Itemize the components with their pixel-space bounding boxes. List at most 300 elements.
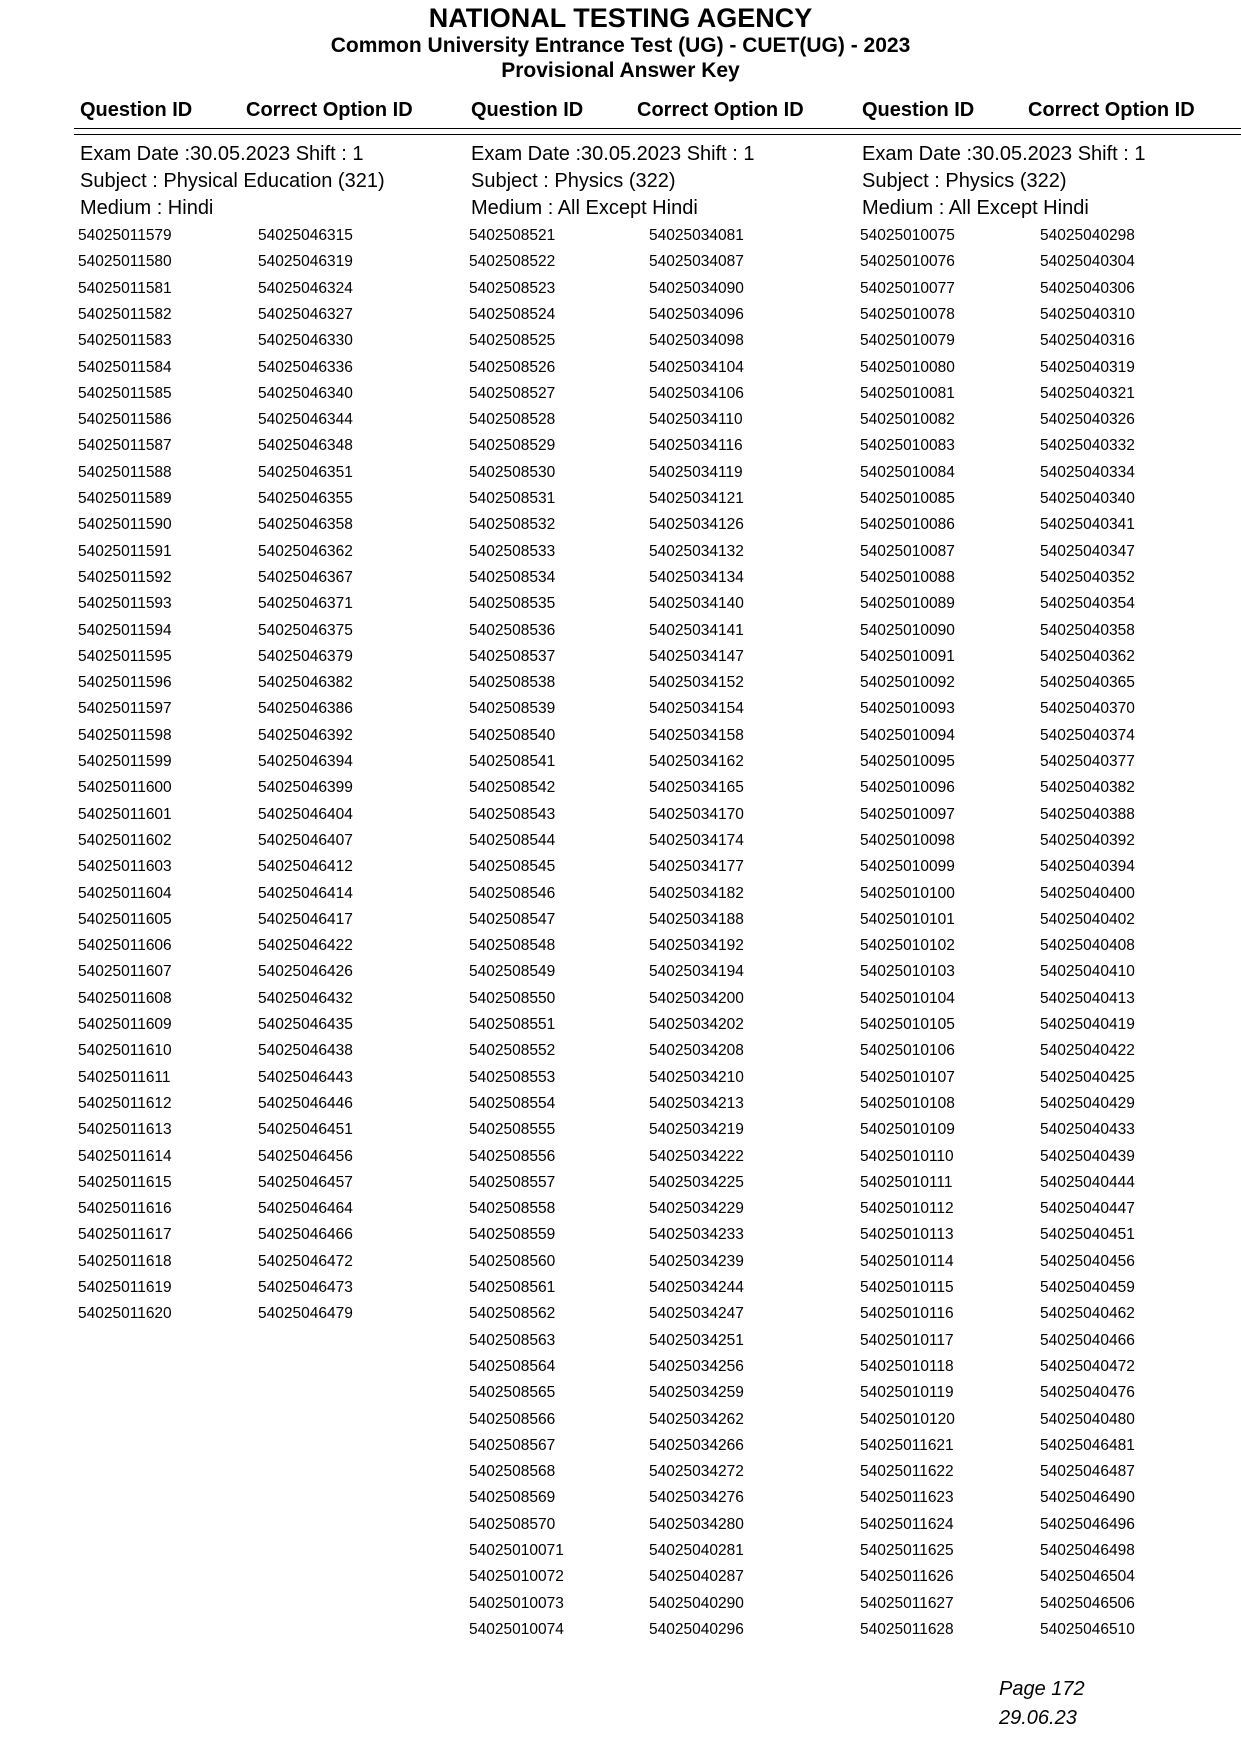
correct-option-id: 54025046432 (258, 989, 353, 1007)
table-row (78, 280, 468, 306)
correct-option-id: 54025034276 (649, 1489, 744, 1507)
correct-option-id: 54025034256 (649, 1357, 744, 1375)
correct-option-id: 54025034177 (649, 858, 744, 876)
table-row (469, 1253, 859, 1279)
question-id: 54025011609 (78, 1016, 172, 1033)
question-id: 54025010084 (860, 463, 955, 481)
correct-option-id: 54025046481 (1040, 1436, 1135, 1454)
header-divider-top (74, 128, 1241, 129)
correct-option-id: 54025040319 (1040, 358, 1135, 376)
page-subtitle-answer-key: Provisional Answer Key (501, 59, 740, 82)
question-id: 54025010096 (860, 779, 955, 797)
table-row (860, 937, 1241, 963)
table-row (469, 437, 859, 463)
question-id: 54025010073 (469, 1594, 564, 1612)
table-row (860, 1384, 1241, 1410)
correct-option-id: 54025046457 (258, 1173, 353, 1191)
table-row (469, 1121, 859, 1147)
question-id: 54025011604 (78, 884, 172, 902)
correct-option-id: 54025046330 (258, 332, 353, 350)
column-header-question-id: Question ID (471, 99, 584, 121)
table-row (469, 674, 859, 700)
correct-option-id: 54025046319 (258, 253, 353, 271)
question-id: 54025011607 (78, 963, 172, 981)
correct-option-id: 54025034202 (649, 1016, 744, 1033)
question-id: 5402508534 (469, 568, 556, 586)
column-header-correct-option-id: Correct Option ID (1028, 99, 1195, 121)
table-row (78, 1305, 468, 1331)
question-id: 54025011628 (860, 1620, 954, 1638)
table-row (860, 1279, 1241, 1305)
question-id: 54025010088 (860, 568, 955, 586)
correct-option-id: 54025034096 (649, 305, 744, 323)
question-id: 54025010107 (860, 1068, 955, 1086)
question-id: 54025011591 (78, 542, 172, 560)
question-id: 5402508568 (469, 1463, 556, 1481)
question-id: 5402508544 (469, 831, 556, 849)
question-id: 54025011620 (78, 1305, 172, 1323)
question-id: 54025010103 (860, 963, 955, 981)
table-row (469, 1305, 859, 1331)
question-id: 5402508551 (469, 1016, 556, 1033)
correct-option-id: 54025034266 (649, 1436, 744, 1454)
table-row (78, 753, 468, 779)
table-row (469, 490, 859, 516)
correct-option-id: 54025040439 (1040, 1147, 1135, 1165)
question-id: 54025010111 (860, 1173, 953, 1191)
question-id: 5402508522 (469, 253, 556, 271)
correct-option-id: 54025034170 (649, 805, 744, 823)
question-id: 54025010094 (860, 726, 955, 744)
correct-option-id: 54025046324 (258, 279, 353, 297)
question-id: 54025010108 (860, 1094, 955, 1112)
correct-option-id: 54025046358 (258, 516, 353, 534)
question-id: 5402508569 (469, 1489, 556, 1507)
question-id: 54025010077 (860, 279, 955, 297)
question-id: 54025010115 (860, 1279, 954, 1296)
question-id: 54025010101 (860, 910, 955, 928)
table-row (469, 1437, 859, 1463)
table-row (860, 1621, 1241, 1647)
correct-option-id: 54025034116 (649, 437, 743, 455)
question-id: 54025011589 (78, 490, 172, 507)
table-row (469, 280, 859, 306)
question-id: 5402508550 (469, 989, 556, 1007)
correct-option-id: 54025034200 (649, 989, 744, 1007)
table-row (860, 306, 1241, 332)
correct-option-id: 54025034219 (649, 1121, 744, 1139)
question-id: 54025010072 (469, 1568, 564, 1586)
table-row (860, 990, 1241, 1016)
question-id: 54025011592 (78, 568, 172, 586)
correct-option-id: 54025040444 (1040, 1173, 1135, 1191)
question-id: 5402508541 (469, 753, 556, 770)
medium-label: Medium : Hindi (80, 197, 214, 219)
correct-option-id: 54025040341 (1040, 516, 1135, 534)
correct-option-id: 54025046487 (1040, 1463, 1135, 1481)
table-row (469, 990, 859, 1016)
correct-option-id: 54025046446 (258, 1094, 353, 1112)
table-row (78, 1279, 468, 1305)
correct-option-id: 54025034098 (649, 332, 744, 350)
question-id: 54025010112 (860, 1200, 954, 1218)
correct-option-id: 54025040394 (1040, 858, 1135, 876)
table-row (860, 1595, 1241, 1621)
question-id: 54025011582 (78, 305, 172, 323)
table-row (469, 1016, 859, 1042)
correct-option-id: 54025046479 (258, 1305, 353, 1323)
question-id: 54025010071 (469, 1542, 564, 1559)
correct-option-id: 54025046438 (258, 1042, 353, 1060)
correct-option-id: 54025040459 (1040, 1279, 1135, 1296)
correct-option-id: 54025034147 (649, 647, 744, 665)
question-id: 5402508567 (469, 1436, 556, 1454)
question-id: 5402508526 (469, 358, 556, 376)
table-row (78, 306, 468, 332)
table-row (860, 227, 1241, 253)
question-id: 5402508560 (469, 1252, 556, 1270)
correct-option-id: 54025046386 (258, 700, 353, 718)
correct-option-id: 54025040310 (1040, 305, 1135, 323)
table-row (469, 1332, 859, 1358)
correct-option-id: 54025034194 (649, 963, 744, 981)
correct-option-id: 54025040408 (1040, 937, 1135, 955)
correct-option-id: 54025046340 (258, 384, 353, 402)
table-row (860, 1542, 1241, 1568)
page-number: Page 172 (999, 1678, 1085, 1700)
table-row (860, 1095, 1241, 1121)
table-row (469, 727, 859, 753)
subject-label: Subject : Physical Education (321) (80, 170, 385, 192)
correct-option-id: 54025040316 (1040, 332, 1135, 350)
question-id: 54025011605 (78, 910, 172, 928)
correct-option-id: 54025040447 (1040, 1200, 1135, 1218)
correct-option-id: 54025040334 (1040, 463, 1135, 481)
question-id: 5402508554 (469, 1094, 556, 1112)
table-row (860, 648, 1241, 674)
table-row (78, 359, 468, 385)
correct-option-id: 54025034090 (649, 279, 744, 297)
question-id: 54025010091 (860, 647, 955, 665)
table-row (860, 280, 1241, 306)
table-row (469, 516, 859, 542)
correct-option-id: 54025040410 (1040, 963, 1135, 981)
question-id: 54025010090 (860, 621, 955, 639)
question-id: 5402508536 (469, 621, 556, 639)
table-row (469, 1516, 859, 1542)
table-row (860, 832, 1241, 858)
correct-option-id: 54025034121 (649, 490, 744, 507)
question-id: 54025011601 (78, 805, 172, 823)
correct-option-id: 54025046407 (258, 831, 353, 849)
table-row (469, 569, 859, 595)
table-row (469, 858, 859, 884)
table-row (860, 516, 1241, 542)
correct-option-id: 54025040419 (1040, 1016, 1135, 1033)
table-row (78, 700, 468, 726)
question-id: 54025010087 (860, 542, 955, 560)
question-id: 5402508562 (469, 1305, 556, 1323)
correct-option-id: 54025034188 (649, 910, 744, 928)
question-id: 5402508563 (469, 1331, 556, 1349)
table-row (78, 885, 468, 911)
question-id: 54025010106 (860, 1042, 955, 1060)
table-row (469, 1226, 859, 1252)
correct-option-id: 54025040422 (1040, 1042, 1135, 1060)
question-id: 54025011602 (78, 831, 172, 849)
correct-option-id: 54025046426 (258, 963, 353, 981)
table-row (469, 1095, 859, 1121)
table-row (860, 1437, 1241, 1463)
question-id: 54025011616 (78, 1200, 172, 1218)
table-row (469, 648, 859, 674)
table-row (78, 1095, 468, 1121)
table-row (860, 1463, 1241, 1489)
table-row (78, 385, 468, 411)
table-row (78, 1148, 468, 1174)
table-row (469, 1489, 859, 1515)
question-id: 54025011627 (860, 1594, 954, 1612)
table-row (469, 700, 859, 726)
medium-label: Medium : All Except Hindi (862, 197, 1089, 219)
correct-option-id: 54025046443 (258, 1068, 353, 1086)
table-row (78, 1253, 468, 1279)
correct-option-id: 54025040374 (1040, 726, 1135, 744)
correct-option-id: 54025034280 (649, 1515, 744, 1533)
correct-option-id: 54025040340 (1040, 490, 1135, 507)
correct-option-id: 54025040462 (1040, 1305, 1135, 1323)
correct-option-id: 54025040476 (1040, 1384, 1135, 1402)
table-row (469, 832, 859, 858)
question-id: 5402508532 (469, 516, 556, 534)
question-id: 54025011588 (78, 463, 172, 481)
correct-option-id: 54025040466 (1040, 1331, 1135, 1349)
table-row (78, 411, 468, 437)
correct-option-id: 54025046506 (1040, 1594, 1135, 1612)
table-row (469, 753, 859, 779)
table-row (469, 1411, 859, 1437)
question-id: 5402508524 (469, 305, 556, 323)
question-id: 5402508552 (469, 1042, 556, 1060)
correct-option-id: 54025040382 (1040, 779, 1135, 797)
question-id: 54025011615 (78, 1173, 172, 1191)
question-id: 54025010104 (860, 989, 955, 1007)
correct-option-id: 54025034244 (649, 1279, 744, 1296)
correct-option-id: 54025040402 (1040, 910, 1135, 928)
question-id: 54025011614 (78, 1147, 172, 1165)
table-row (469, 332, 859, 358)
table-row (469, 622, 859, 648)
question-id: 54025011611 (78, 1068, 171, 1086)
question-id: 54025010081 (860, 384, 955, 402)
question-id: 54025011610 (78, 1042, 172, 1060)
correct-option-id: 54025046394 (258, 753, 353, 770)
question-id: 54025010099 (860, 858, 955, 876)
correct-option-id: 54025034239 (649, 1252, 744, 1270)
correct-option-id: 54025034213 (649, 1094, 744, 1112)
question-id: 5402508566 (469, 1410, 556, 1428)
question-id: 54025010080 (860, 358, 955, 376)
correct-option-id: 54025034162 (649, 753, 744, 770)
question-id: 54025011580 (78, 253, 172, 271)
table-row (469, 885, 859, 911)
table-row (860, 963, 1241, 989)
column-header-correct-option-id: Correct Option ID (246, 99, 413, 121)
table-row (469, 1042, 859, 1068)
subject-label: Subject : Physics (322) (471, 170, 676, 192)
question-id: 5402508535 (469, 595, 556, 613)
question-id: 5402508529 (469, 437, 556, 455)
question-id: 54025011608 (78, 989, 172, 1007)
question-id: 5402508564 (469, 1357, 556, 1375)
exam-date-shift: Exam Date :30.05.2023 Shift : 1 (471, 143, 755, 165)
question-id: 5402508531 (469, 490, 556, 507)
table-row (78, 1121, 468, 1147)
question-id: 5402508565 (469, 1384, 556, 1402)
table-row (469, 411, 859, 437)
table-row (78, 1174, 468, 1200)
question-id: 54025010079 (860, 332, 955, 350)
correct-option-id: 54025034210 (649, 1068, 744, 1086)
table-row (860, 385, 1241, 411)
correct-option-id: 54025040287 (649, 1568, 744, 1586)
table-row (469, 595, 859, 621)
correct-option-id: 54025046422 (258, 937, 353, 955)
question-id: 54025011586 (78, 411, 172, 429)
question-id: 54025010078 (860, 305, 955, 323)
correct-option-id: 54025046355 (258, 490, 353, 507)
table-row (78, 464, 468, 490)
question-id: 54025011624 (860, 1515, 954, 1533)
correct-option-id: 54025040433 (1040, 1121, 1135, 1139)
correct-option-id: 54025046510 (1040, 1620, 1135, 1638)
question-id: 5402508553 (469, 1068, 556, 1086)
correct-option-id: 54025046472 (258, 1252, 353, 1270)
question-id: 5402508523 (469, 279, 556, 297)
table-row (78, 622, 468, 648)
question-id: 5402508527 (469, 384, 556, 402)
table-row (78, 937, 468, 963)
correct-option-id: 54025046504 (1040, 1568, 1135, 1586)
correct-option-id: 54025040425 (1040, 1068, 1135, 1086)
correct-option-id: 54025040354 (1040, 595, 1135, 613)
table-row (860, 543, 1241, 569)
question-id: 54025010075 (860, 227, 955, 244)
correct-option-id: 54025046382 (258, 674, 353, 692)
correct-option-id: 54025040370 (1040, 700, 1135, 718)
correct-option-id: 54025034110 (649, 411, 743, 429)
medium-label: Medium : All Except Hindi (471, 197, 698, 219)
correct-option-id: 54025046412 (258, 858, 353, 876)
correct-option-id: 54025046362 (258, 542, 353, 560)
table-row (860, 806, 1241, 832)
correct-option-id: 54025040332 (1040, 437, 1135, 455)
correct-option-id: 54025034165 (649, 779, 744, 797)
correct-option-id: 54025034259 (649, 1384, 744, 1402)
correct-option-id: 54025046379 (258, 647, 353, 665)
table-row (469, 1463, 859, 1489)
page-title: NATIONAL TESTING AGENCY (428, 3, 813, 33)
question-id: 54025010113 (860, 1226, 954, 1244)
question-id: 54025011584 (78, 358, 172, 376)
question-id: 54025011603 (78, 858, 172, 876)
correct-option-id: 54025034152 (649, 674, 744, 692)
correct-option-id: 54025034272 (649, 1463, 744, 1481)
table-row (469, 937, 859, 963)
question-id: 5402508561 (469, 1279, 556, 1296)
question-id: 54025011596 (78, 674, 172, 692)
question-id: 54025010089 (860, 595, 955, 613)
correct-option-id: 54025046367 (258, 568, 353, 586)
question-id: 5402508539 (469, 700, 556, 718)
question-id: 5402508530 (469, 463, 556, 481)
table-row (860, 885, 1241, 911)
correct-option-id: 54025046456 (258, 1147, 353, 1165)
question-id: 54025010102 (860, 937, 955, 955)
correct-option-id: 54025046496 (1040, 1515, 1135, 1533)
question-id: 5402508547 (469, 910, 556, 928)
correct-option-id: 54025034104 (649, 358, 744, 376)
subject-label: Subject : Physics (322) (862, 170, 1067, 192)
question-id: 54025011619 (78, 1279, 172, 1296)
table-row (469, 359, 859, 385)
table-row (469, 1542, 859, 1568)
correct-option-id: 54025046348 (258, 437, 353, 455)
table-row (469, 1174, 859, 1200)
correct-option-id: 54025046473 (258, 1279, 353, 1296)
question-id: 54025010083 (860, 437, 955, 455)
table-row (469, 963, 859, 989)
correct-option-id: 54025046336 (258, 358, 353, 376)
table-row (78, 543, 468, 569)
table-row (469, 1568, 859, 1594)
correct-option-id: 54025046371 (258, 595, 353, 613)
question-id: 54025011597 (78, 700, 172, 718)
table-row (469, 1358, 859, 1384)
exam-date-shift: Exam Date :30.05.2023 Shift : 1 (80, 143, 364, 165)
correct-option-id: 54025034247 (649, 1305, 744, 1323)
table-row (78, 963, 468, 989)
correct-option-id: 54025046435 (258, 1016, 353, 1033)
table-row (860, 1516, 1241, 1542)
correct-option-id: 54025046404 (258, 805, 353, 823)
question-id: 5402508548 (469, 937, 556, 955)
question-id: 54025010098 (860, 831, 955, 849)
correct-option-id: 54025034126 (649, 516, 744, 534)
correct-option-id: 54025046414 (258, 884, 353, 902)
table-row (469, 306, 859, 332)
question-id: 5402508546 (469, 884, 556, 902)
correct-option-id: 54025040480 (1040, 1410, 1135, 1428)
correct-option-id: 54025040321 (1040, 384, 1135, 402)
question-id: 54025011598 (78, 726, 172, 744)
table-row (860, 464, 1241, 490)
table-row (860, 1253, 1241, 1279)
correct-option-id: 54025046375 (258, 621, 353, 639)
correct-option-id: 54025040306 (1040, 279, 1135, 297)
correct-option-id: 54025046490 (1040, 1489, 1135, 1507)
table-row (860, 1568, 1241, 1594)
table-row (860, 779, 1241, 805)
question-id: 54025010117 (860, 1331, 954, 1349)
table-row (469, 1200, 859, 1226)
correct-option-id: 54025040304 (1040, 253, 1135, 271)
table-row (469, 1279, 859, 1305)
table-row (78, 832, 468, 858)
table-row (860, 1489, 1241, 1515)
table-row (78, 858, 468, 884)
table-row (860, 1069, 1241, 1095)
